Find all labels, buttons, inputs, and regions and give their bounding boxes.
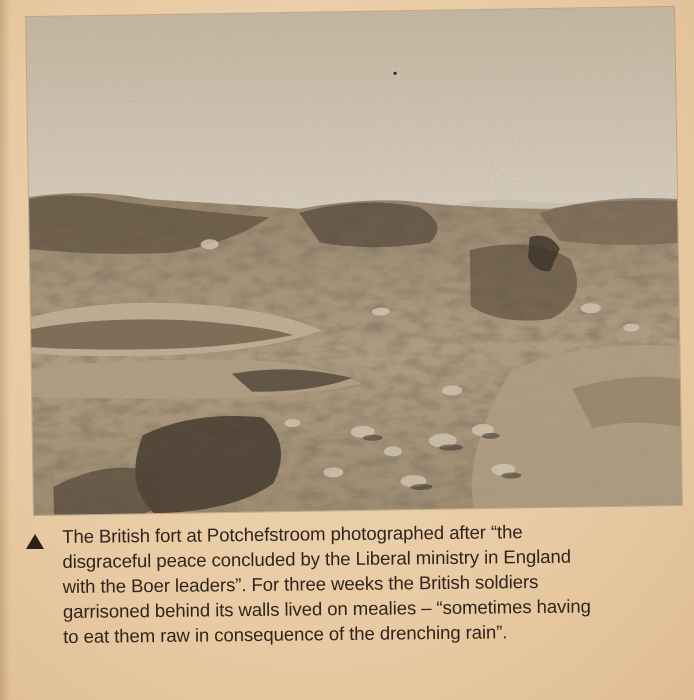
photograph [26,7,682,515]
caption-line: The British fort at Potchefstroom photographed after “the [62,521,523,547]
caption-line: to eat them raw in consequence of the drenching rain”. [63,621,508,647]
triangle-up-icon [26,534,44,549]
caption-line: with the Boer leaders”. For three weeks the British soldiers [62,571,539,597]
caption-line: garrisoned behind its walls lived on mealies – “sometimes having [62,595,591,622]
caption-block [26,521,686,664]
page-gutter-shadow [0,0,10,700]
caption-line: disgraceful peace concluded by the Liberal ministry in England [62,545,572,572]
photo-caption [62,517,687,649]
fort-ruins-photo [26,7,682,515]
